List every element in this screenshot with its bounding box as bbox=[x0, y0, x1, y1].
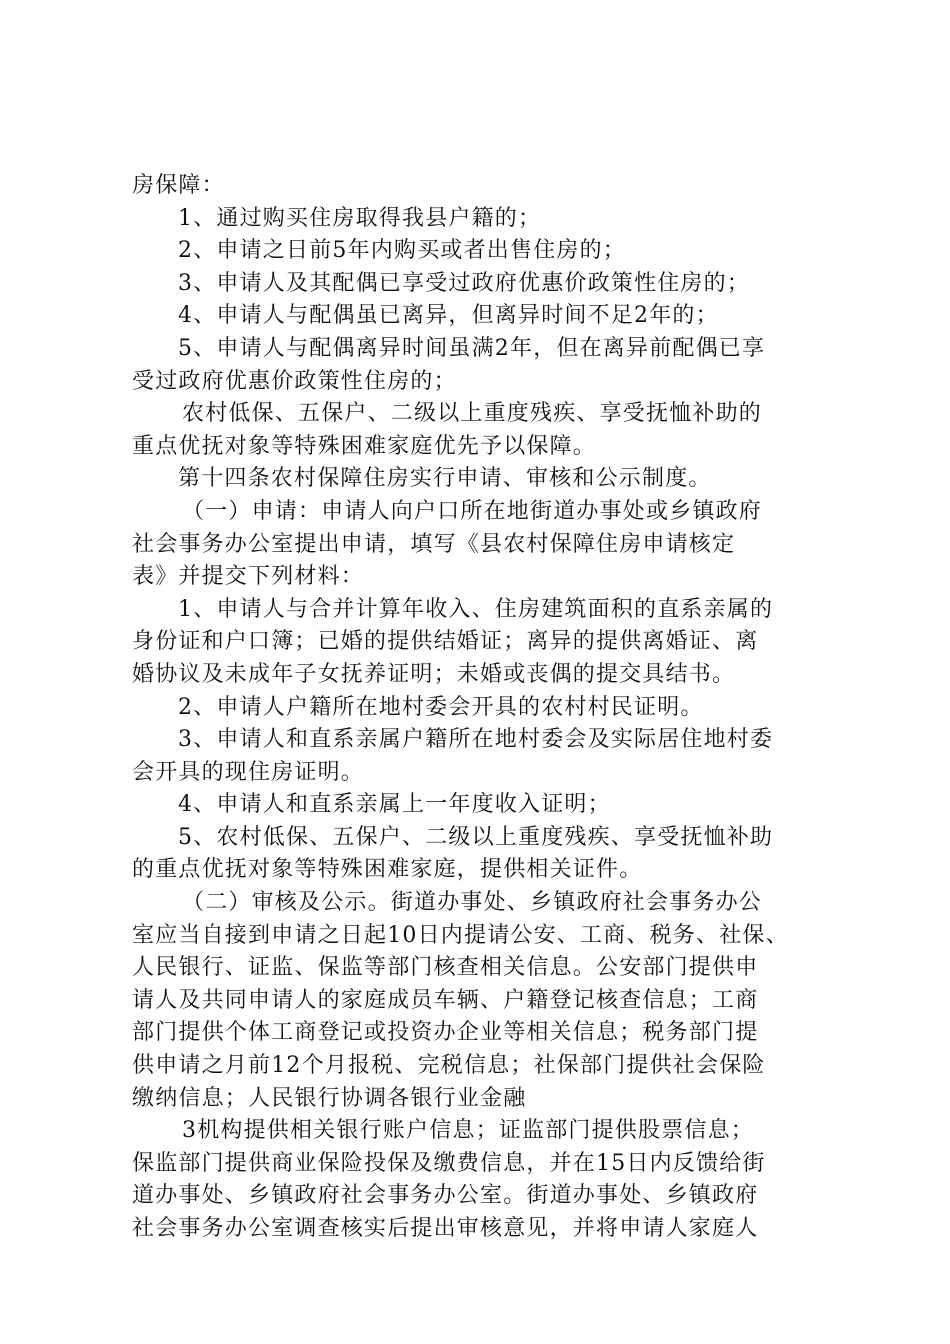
text-line: 1、申请人与合并计算年收入、住房建筑面积的直系亲属的 bbox=[178, 596, 774, 622]
text-line: 社会事务办公室调查核实后提出审核意见，并将申请人家庭人 bbox=[132, 1216, 759, 1241]
text-line: 房保障： bbox=[132, 173, 225, 198]
text-line: 第十四条农村保障住房实行申请、审核和公示制度。 bbox=[178, 466, 712, 492]
text-line: 重点优抚对象等特殊困难家庭优先予以保障。 bbox=[132, 433, 597, 459]
text-line: （一）申请：申请人向户口所在地街道办事处或乡镇政府 bbox=[182, 498, 763, 524]
text-line: 保监部门提供商业保险投保及缴费信息，并在15日内反馈给街 bbox=[132, 1150, 766, 1176]
text-line: 部门提供个体工商登记或投资办企业等相关信息；税务部门提 bbox=[132, 1020, 759, 1046]
text-line: 农村低保、五保户、二级以上重度残疾、享受抚恤补助的 bbox=[182, 401, 763, 427]
text-line: 3机构提供相关银行账户信息；证监部门提供股票信息； bbox=[182, 1118, 754, 1144]
text-line: 人民银行、证监、保监等部门核查相关信息。公安部门提供申 bbox=[132, 955, 759, 981]
text-line: 1、通过购买住房取得我县户籍的； bbox=[178, 205, 542, 231]
text-line: 4、申请人与配偶虽已离异，但离异时间不足2年的； bbox=[178, 303, 719, 329]
text-line: 3、申请人和直系亲属户籍所在地村委会及实际居住地村委 bbox=[178, 727, 774, 753]
text-line: 4、申请人和直系亲属上一年度收入证明； bbox=[178, 792, 611, 818]
text-line: 的重点优抚对象等特殊困难家庭，提供相关证件。 bbox=[132, 857, 643, 883]
text-line: 道办事处、乡镇政府社会事务办公室。街道办事处、乡镇政府 bbox=[132, 1183, 759, 1209]
text-line: 婚协议及未成年子女抚养证明；未婚或丧偶的提交具结书。 bbox=[132, 661, 736, 687]
text-line: 社会事务办公室提出申请，填写《县农村保障住房申请核定 bbox=[132, 531, 736, 557]
text-line: 缴纳信息；人民银行协调各银行业金融 bbox=[132, 1085, 527, 1111]
text-line: 2、申请之日前5年内购买或者出售住房的； bbox=[178, 238, 626, 264]
text-line: 5、农村低保、五保户、二级以上重度残疾、享受抚恤补助 bbox=[178, 824, 774, 850]
text-line: 请人及共同申请人的家庭成员车辆、户籍登记核查信息；工商 bbox=[132, 987, 759, 1013]
text-line: 身份证和户口簿；已婚的提供结婚证；离异的提供离婚证、离 bbox=[132, 629, 759, 655]
text-line: 会开具的现住房证明。 bbox=[132, 759, 365, 785]
text-line: 表》并提交下列材料： bbox=[132, 564, 365, 590]
text-line: 室应当自接到申请之日起10日内提请公安、工商、税务、社保、 bbox=[132, 922, 789, 948]
text-line: （二）审核及公示。街道办事处、乡镇政府社会事务办公 bbox=[182, 890, 763, 916]
text-line: 供申请之月前12个月报税、完税信息；社保部门提供社会保险 bbox=[132, 1053, 766, 1079]
text-line: 3、申请人及其配偶已享受过政府优惠价政策性住房的； bbox=[178, 270, 750, 296]
document-body bbox=[132, 170, 832, 1246]
text-line: 受过政府优惠价政策性住房的； bbox=[132, 368, 457, 394]
text-line: 2、申请人户籍所在地村委会开具的农村村民证明。 bbox=[178, 694, 704, 720]
text-line: 5、申请人与配偶离异时间虽满2年，但在离异前配偶已享 bbox=[178, 335, 766, 361]
